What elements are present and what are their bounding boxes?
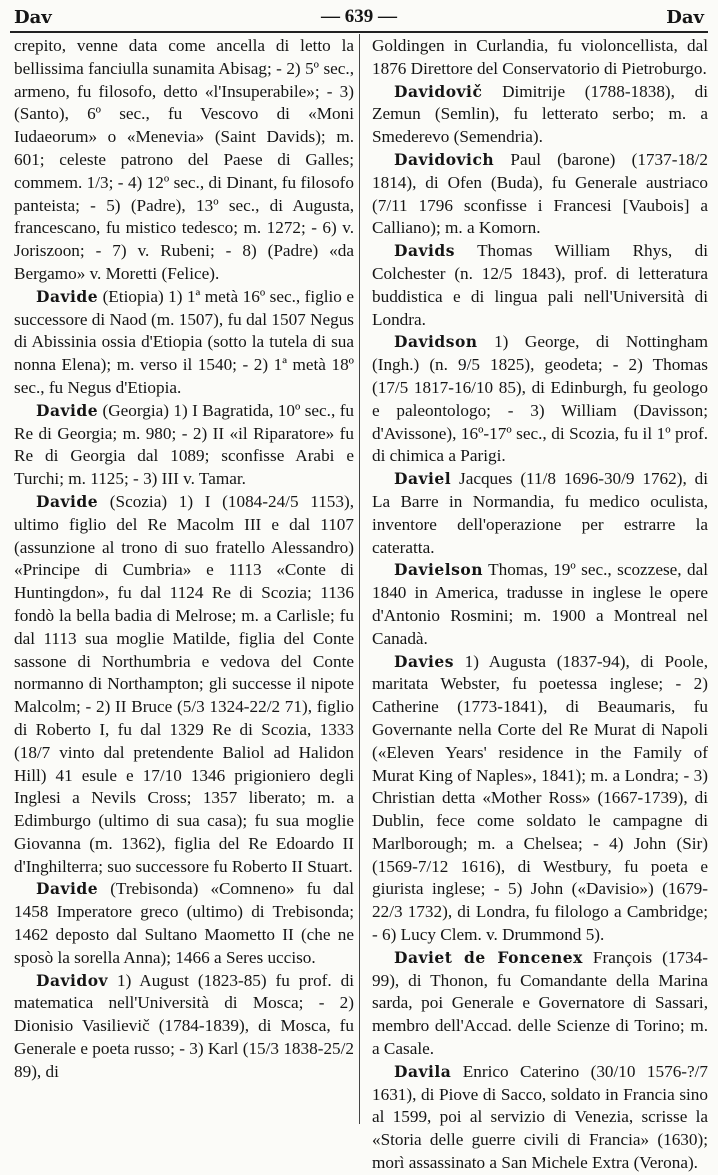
entry: Davide (Scozia) 1) I (1084-24/5 1153), ultimo figlio del Re Macolm III e dal 1107 (assunzione al trono di suo fratello Alessandro) «Principe di Cumbria» e 1113 «Conte di Huntingdon», fu dal 1124 Re di Scozia; 1136 fondò la bella badia di Melrose; m. a Carlisle; fu dal 1113 sua moglie Matilde, figlia del Conte sassone di Northumbria e vedova del Conte normanno di Northampton; gli successe il nipote Malcolm; - 2) II Bruce (5/3 1324-22/2 71), figlio di Roberto I, fu dal 1329 Re di Scozia, 1333 (18/7 vinto dal pretendente Baliol ad Halidon Hill) 41 esule e 17/10 1346 prigioniero degli Inglesi a Nevils Cross; 1357 liberato; m. a Edimburgo (ultimo di sua casa); fu sua moglie Giovanna (m. 1362), figlia del Re Edoardo II d'Inghilterra; suo successore fu Roberto II Stuart.	[14, 491, 354, 876]
entry: Davide (Georgia) 1) I Bagratida, 10º sec., fu Re di Georgia; m. 980; - 2) II «il Riparatore» fu Re di Georgia dal 1089; sconfisse Arabi e Turchi; m. 1125; - 3) III v. Tamar.	[14, 400, 355, 489]
page-number: — 639 —	[321, 6, 397, 27]
page-header	[14, 2, 704, 32]
column-divider	[359, 34, 360, 1124]
entry: Davids Thomas William Rhys, di Colchester (n. 12/5 1843), prof. di letteratura buddistica e di lingua pali nell'Università di Londra.	[372, 241, 708, 329]
headword: Davies	[394, 651, 454, 671]
headword: Davielson	[394, 560, 483, 580]
headword: Davide	[36, 491, 99, 511]
entry: Davide (Etiopia) 1) 1ª metà 16º sec., figlio e successore di Naod (m. 1507), fu dal 1507 Negus di Abissinia ossia d'Etiopia (sotto la tutela di sua nonna Elena); m. verso il 1540; - 2) 1ª metà 18º sec., fu Negus d'Etiopia.	[14, 286, 354, 397]
running-head-left: Dav	[14, 6, 52, 28]
headword: Davide	[36, 400, 99, 420]
headword: Davidov	[36, 970, 109, 990]
entry: Daviel Jacques (11/8 1696-30/9 1762), di La Barre in Normandia, fu medico oculista, inventore dell'operazione per estrarre la cateratta.	[372, 469, 709, 557]
entry: Davies 1) Augusta (1837-94), di Poole, maritata Webster, fu poetessa inglese; - 2) Catherine (1773-1841), di Beaumaris, fu Governante nella Corte del Re Murat di Napoli («Eleven Years' residence in the Family of Murat King of Naples», 1841); m. a Londra; - 3) Christian detta «Mother Ross» (1667-1739), di Dublin, fece come soldato le campagne di Marlborough; m. a Chelsea; - 4) John (Sir) (1569-7/12 1616), di Westbury, fu poeta e giurista inglese; - 5) John («Davisio») (1679-22/3 1732), di Londra, fu filologo a Cambridge; - 6) Lucy Clem. v. Drummond 5).	[372, 651, 708, 945]
headword: Davide	[36, 286, 99, 306]
left-column	[14, 35, 354, 1084]
headword: Daviel	[394, 469, 452, 489]
entry-continuation: Goldingen in Curlandia, fu violoncellista, dal 1876 Direttore del Conservatorio di Pietroburgo.	[372, 36, 708, 78]
entry: Davila Enrico Caterino (30/10 1576-?/7 1631), di Piove di Sacco, soldato in Francia sino al 1599, poi al servizio di Venezia, scrisse la «Storia delle guerre civili di Francia» (1630); morì assassinato a San Michele Extra (Verona).	[372, 1061, 709, 1173]
entry: Davide (Trebisonda) «Comneno» fu dal 1458 Imperatore greco (ultimo) di Trebisonda; 1462 deposto dal Sultano Maometto II (che ne sposò la sorella Anna); 1466 a Seres ucciso.	[14, 879, 354, 967]
entry: Davidson 1) George, di Nottingham (Ingh.) (n. 9/5 1825), geodeta; - 2) Thomas (17/5 1817-16/10 85), di Edinburgh, fu geologo e paleontologo; - 3) William (Davisson; d'Avissone), 16º-17º sec., di Scozia, fu il 1º prof. di chimica a Parigi.	[372, 332, 708, 466]
entry: Davidovich Paul (barone) (1737-18/2 1814), di Ofen (Buda), fu Generale austriaco (7/11 1796 sconfisse i Francesi [Vaubois] a Calliano); m. a Komorn.	[372, 149, 708, 238]
headword: Daviet de Foncenex	[394, 947, 583, 967]
right-column	[372, 35, 708, 1175]
headword: Davide	[36, 879, 99, 899]
headword: Davidson	[394, 332, 478, 352]
entry: Davidovič Dimitrije (1788-1838), di Zemun (Semlin), fu letterato serbo; m. a Smederevo (Semendria).	[372, 81, 708, 147]
headword: Davidovich	[394, 149, 495, 169]
headword: Davids	[394, 241, 455, 261]
entry: Davielson Thomas, 19º sec., scozzese, dal 1840 in America, tradusse in inglese le opere d'Antonio Rosmini; m. 1900 a Montreal nel Canadà.	[372, 560, 708, 648]
headword: Davidovič	[394, 81, 483, 101]
entry: Davidov 1) August (1823-85) fu prof. di matematica nell'Università di Mosca; - 2) Dionisio Vasilievič (1784-1839), di Mosca, fu Generale e poeta russo; - 3) Karl (15/3 1838-25/2 89), di	[14, 970, 354, 1081]
running-head-right: Dav	[666, 6, 704, 28]
header-rule	[10, 31, 708, 33]
entry: Daviet de Foncenex François (1734-99), di Thonon, fu Comandante della Marina sarda, poi Generale e Governatore di Sassari, membro dell'Accad. delle Scienze di Torino; m. a Casale.	[372, 947, 708, 1059]
headword: Davila	[394, 1061, 452, 1081]
entry-continuation: crepito, venne data come ancella di letto la bellissima fanciulla sunamita Abisag; - 2) 5º sec., armeno, fu filosofo, detto «l'Insuperabile»; - 3) (Santo), 6º sec., fu Vescovo di «Moni Iudaeorum» o «Menevia» (Saint Davids); m. 601; celeste patrono del Paese di Galles; commem. 1/3; - 4) 12º sec., di Dinant, fu filosofo panteista; - 5) (Padre), 13º sec., di Augusta, francescano, fu mistico tedesco; m. 1272; - 6) v. Joriszoon; - 7) v. Rubeni; - 8) (Padre) «da Bergamo» v. Moretti (Felice).	[14, 36, 354, 283]
